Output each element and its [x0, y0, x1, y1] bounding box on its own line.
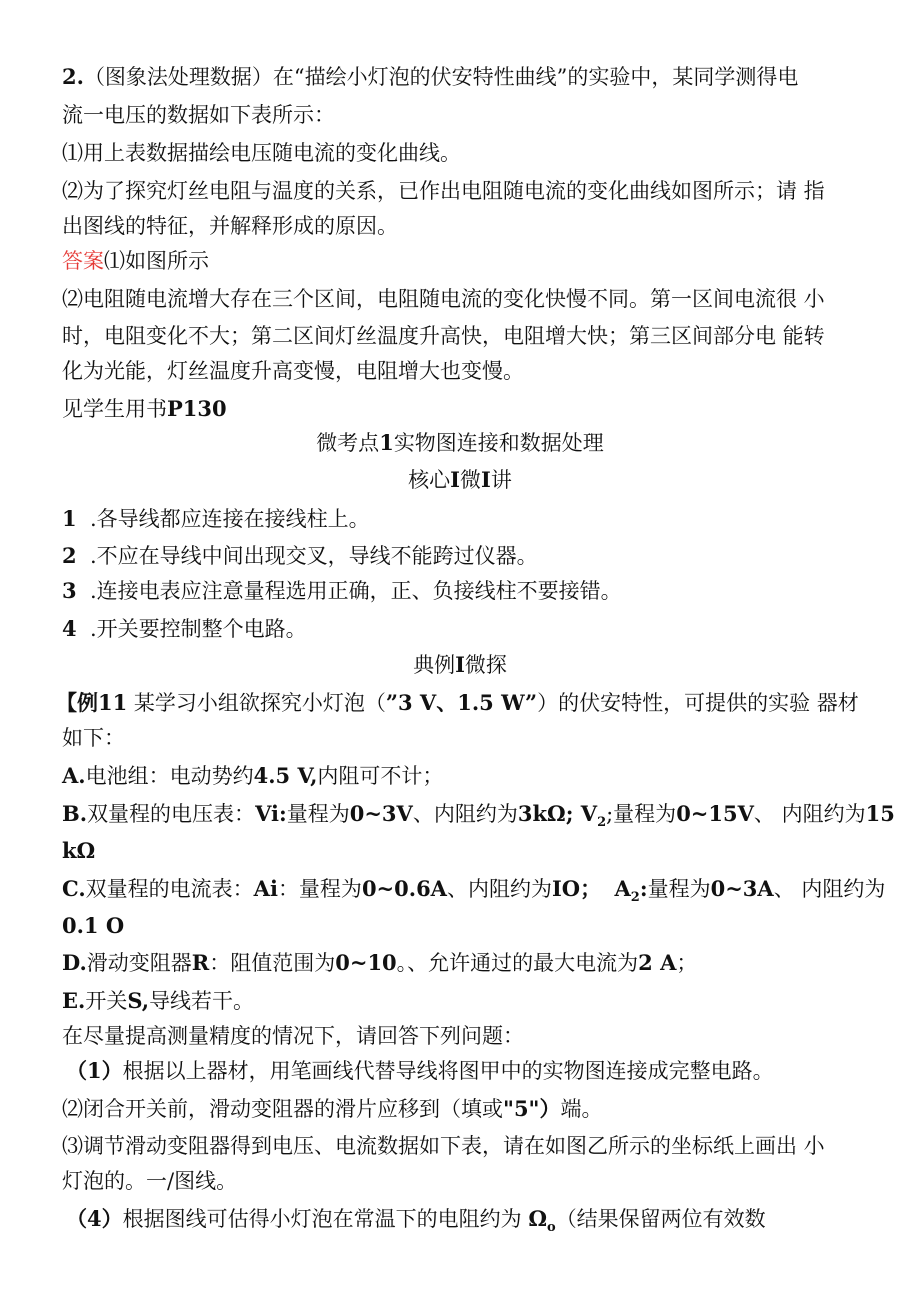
equipment-d-end: ；: [676, 951, 698, 975]
sub-question-1: [66, 1058, 774, 1084]
example-heading-a: 典例: [413, 653, 456, 677]
answer-line-2: ⑵电阻随电流增大存在三个区间，电阻随电流的变化快慢不同。第一区间电流很 小: [62, 287, 825, 311]
equipment-b-text-a: 双量程的电压表：: [87, 802, 256, 826]
section-subtitle: [0, 467, 920, 493]
q2-line-3: ⑴用上表数据描绘电压随电流的变化曲线。: [62, 141, 461, 165]
subtitle-b: 微: [460, 468, 481, 492]
rule-item: [62, 543, 538, 569]
equipment-c-text-c: 、内阻约为: [446, 877, 552, 901]
equipment-d-label: D.: [62, 950, 87, 975]
sub-question-2: [62, 1096, 603, 1122]
equipment-d-max: 2 A: [638, 950, 677, 975]
sub-question-4-text-a: 根据图线可估得小灯泡在常温下的电阻约为: [122, 1207, 522, 1231]
sub-question-2-value: "5"）: [503, 1096, 561, 1121]
equipment-a-label: A.: [62, 763, 86, 788]
equipment-e-label: E.: [62, 988, 86, 1013]
equipment-b-v1: Vi:: [255, 801, 287, 826]
q2-text-1: （图象法处理数据）在“描绘小灯泡的伏安特性曲线”的实验中，某同学测得电: [83, 65, 799, 89]
example-heading-sep: I: [455, 652, 465, 677]
q2-line-5: 出图线的特征，并解释形成的原因。: [62, 214, 398, 238]
sub-question-1-number: （1）: [66, 1058, 123, 1083]
equipment-c-range-1: 0~0.6A: [361, 876, 447, 901]
equipment-c-text-a: 双量程的电流表：: [85, 877, 254, 901]
omega-sub: o: [547, 1220, 556, 1235]
section-title-num: 1: [379, 430, 394, 455]
answer-line-3: 时，电阻变化不大；第二区间灯丝温度升高快，电阻增大快；第三区间部分电 能转: [62, 324, 825, 348]
equipment-b: [62, 801, 895, 836]
equipment-c-label: C.: [62, 876, 86, 901]
rule-text: .各导线都应连接在接线柱上。: [89, 507, 370, 531]
section-title-b: 实物图连接和数据处理: [393, 431, 604, 455]
q2-line-1: [62, 64, 798, 90]
example-text-b: ）的伏安特性，可提供的实验 器材: [537, 691, 859, 715]
answer-line-1: [62, 248, 209, 274]
section-title: [0, 430, 920, 456]
rule-number: 1: [62, 506, 77, 531]
equipment-b-range-2: 0~15V: [676, 801, 754, 826]
equipment-d-r: R: [191, 950, 210, 975]
sub-question-4-text-b: （结果保留两位有效数: [555, 1207, 766, 1231]
answer-part-1: ⑴如图所示: [104, 249, 209, 273]
lamp-spec: ”3 V、1.5 W”: [385, 690, 538, 715]
equipment-d: [62, 950, 697, 976]
equipment-c: [62, 876, 885, 911]
section-title-a: 微考点: [316, 431, 380, 455]
equipment-d-text-c: 。、允许通过的最大电流为: [396, 951, 639, 975]
equipment-b-sub: 2: [597, 815, 607, 830]
equipment-b-text-e: 、 内阻约为: [753, 802, 866, 826]
equipment-e-text-b: 导线若干。: [149, 989, 255, 1013]
answer-label: 答案: [62, 249, 104, 273]
equipment-d-text-a: 滑动变阻器: [86, 951, 192, 975]
rule-number: 3: [62, 578, 77, 603]
rule-item: [62, 616, 307, 642]
example-number: 【例11: [56, 690, 128, 715]
equipment-c-sub: 2: [630, 890, 640, 905]
subtitle-c: 讲: [490, 468, 512, 492]
subtitle-sep-1: I: [450, 467, 460, 492]
equipment-b-cont: kΩ: [62, 838, 96, 863]
equipment-b-range-1: 0~3V: [349, 801, 413, 826]
equipment-e-text-a: 开关: [85, 989, 128, 1013]
reference-page: P130: [167, 396, 227, 421]
equipment-e: [62, 988, 254, 1014]
sub-question-2-text-b: 端。: [560, 1097, 603, 1121]
equipment-c-range-2: 0~3A: [710, 876, 774, 901]
example-text-a: 某学习小组欲探究小灯泡（: [133, 691, 386, 715]
equipment-b-text-b: 量程为: [286, 802, 350, 826]
rule-number: 4: [62, 616, 77, 641]
sub-question-2-text-a: ⑵闭合开关前，滑动变阻器的滑片应移到（填或: [62, 1097, 503, 1121]
equipment-a-text: 电池组：电动势约: [85, 764, 254, 788]
sub-question-3-cont: 灯泡的。一/图线。: [62, 1169, 238, 1193]
subtitle-sep-2: I: [481, 467, 491, 492]
equipment-d-range: 0~10: [335, 950, 397, 975]
example-heading: [0, 652, 920, 678]
rule-item: [62, 506, 370, 532]
equipment-c-cont: 0.1 O: [62, 913, 125, 938]
subtitle-a: 核心: [408, 468, 451, 492]
sub-question-4: [66, 1206, 766, 1241]
omega-symbol: Ω: [528, 1206, 548, 1231]
equipment-a: [62, 763, 443, 789]
q2-line-4: ⑵为了探究灯丝电阻与温度的关系，已作出电阻随电流的变化曲线如图所示；请 指: [62, 179, 825, 203]
equipment-b-k2: 15: [865, 801, 895, 826]
reference-prefix: 见学生用书: [62, 397, 167, 421]
rule-item: [62, 578, 622, 604]
equipment-c-a2: A: [614, 876, 631, 901]
questions-intro: 在尽量提高测量精度的情况下，请回答下列问题：: [62, 1024, 524, 1048]
answer-line-4: 化为光能，灯丝温度升高变慢，电阻增大也变慢。: [62, 359, 524, 383]
example-line-2: 如下：: [62, 726, 125, 750]
sub-question-4-number: （4）: [66, 1206, 123, 1231]
sub-question-3: ⑶调节滑动变阻器得到电压、电流数据如下表，请在如图乙所示的坐标纸上画出 小: [62, 1134, 825, 1158]
textbook-reference: [62, 396, 227, 422]
sub-question-1-text: 根据以上器材，用笔画线代替导线将图甲中的实物图连接成完整电路。: [122, 1059, 774, 1083]
equipment-a-value: 4.5 V,: [253, 763, 318, 788]
equipment-a-text-b: 内阻可不计；: [317, 764, 444, 788]
q2-number: 2.: [62, 64, 84, 89]
equipment-c-text-d: 量程为: [647, 877, 711, 901]
rule-text: .不应在导线中间出现交叉，导线不能跨过仪器。: [89, 544, 538, 568]
equipment-d-text-b: ：阻值范围为: [209, 951, 336, 975]
rule-text: .连接电表应注意量程选用正确，正、负接线柱不要接错。: [89, 579, 622, 603]
equipment-c-text-e: 、 内阻约为: [773, 877, 886, 901]
equipment-b-k1: 3kΩ; V: [517, 801, 598, 826]
equipment-c-colon: :: [639, 876, 648, 901]
example-heading-b: 微探: [464, 653, 507, 677]
equipment-e-s: S,: [127, 988, 150, 1013]
equipment-b-text-c: 、内阻约为: [412, 802, 518, 826]
rule-number: 2: [62, 543, 77, 568]
rule-text: .开关要控制整个电路。: [89, 617, 307, 641]
q2-line-2: 流一电压的数据如下表所示：: [62, 103, 335, 127]
equipment-b-label: B.: [62, 801, 88, 826]
equipment-b-text-d: ;量程为: [606, 802, 677, 826]
example-line-1: [56, 690, 859, 716]
equipment-c-a1: Ai: [253, 876, 278, 901]
equipment-c-text-b: ：量程为: [277, 877, 362, 901]
equipment-c-io: IO；: [551, 876, 602, 901]
